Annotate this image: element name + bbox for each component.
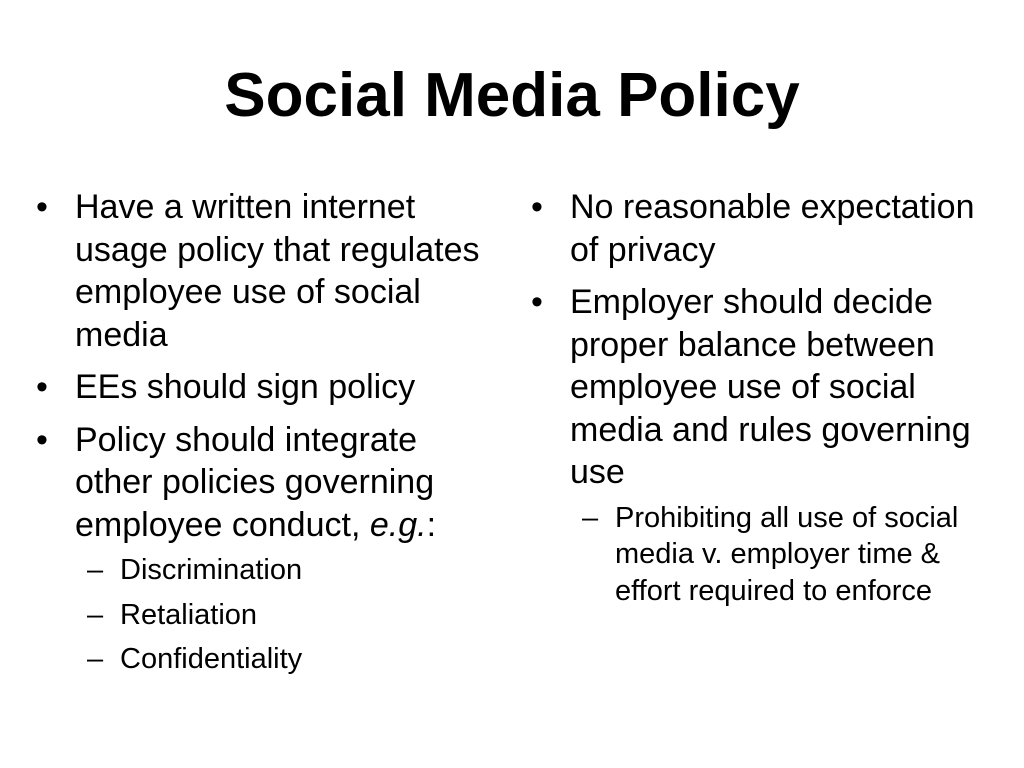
- bullet-marker: •: [531, 188, 543, 226]
- slide-title: Social Media Policy: [224, 61, 800, 130]
- dash-marker: –: [87, 643, 104, 675]
- sub-bullet-text: Retaliation: [120, 598, 258, 631]
- bullet-text: EEs should sign policy: [75, 368, 416, 406]
- bullet-text: Policy should integrate other policies governing employee conduct,: [75, 420, 435, 544]
- sub-bullet-list: [570, 500, 1001, 610]
- dash-marker: –: [582, 501, 599, 534]
- sub-bullet-text: Confidentiality: [120, 643, 303, 675]
- sub-bullet-item: [570, 500, 1001, 610]
- bullet-marker: •: [36, 420, 48, 459]
- right-column: [531, 186, 1001, 619]
- sub-bullet-list: [75, 552, 486, 678]
- bullet-item: [531, 186, 1001, 271]
- bullet-text: Have a written internet usage policy that regulates employee use of social media: [75, 188, 480, 354]
- bullet-text-italic: e.g.: [369, 505, 427, 544]
- sub-bullet-text: Prohibiting all use of social media v. employer time & effort required to enforce: [615, 501, 959, 607]
- sub-bullet-item: [75, 597, 486, 634]
- bullet-marker: •: [36, 188, 48, 226]
- sub-bullet-item: [75, 641, 486, 678]
- bullet-text: Employer should decide proper balance between employee use of social media and rules governing use: [570, 283, 971, 491]
- bullet-marker: •: [531, 283, 543, 321]
- left-column: [36, 186, 486, 688]
- left-bullet-list: [36, 186, 486, 678]
- bullet-item: [531, 281, 1001, 609]
- sub-bullet-text: Discrimination: [120, 554, 303, 586]
- bullet-text-suffix: :: [426, 505, 437, 544]
- bullet-text: No reasonable expectation of privacy: [570, 188, 975, 269]
- bullet-item: [36, 366, 486, 409]
- dash-marker: –: [87, 598, 104, 631]
- bullet-item: [36, 419, 486, 678]
- dash-marker: –: [87, 554, 104, 586]
- bullet-item: [36, 186, 486, 356]
- bullet-marker: •: [36, 368, 48, 406]
- right-bullet-list: [531, 186, 1001, 609]
- sub-bullet-item: [75, 552, 486, 589]
